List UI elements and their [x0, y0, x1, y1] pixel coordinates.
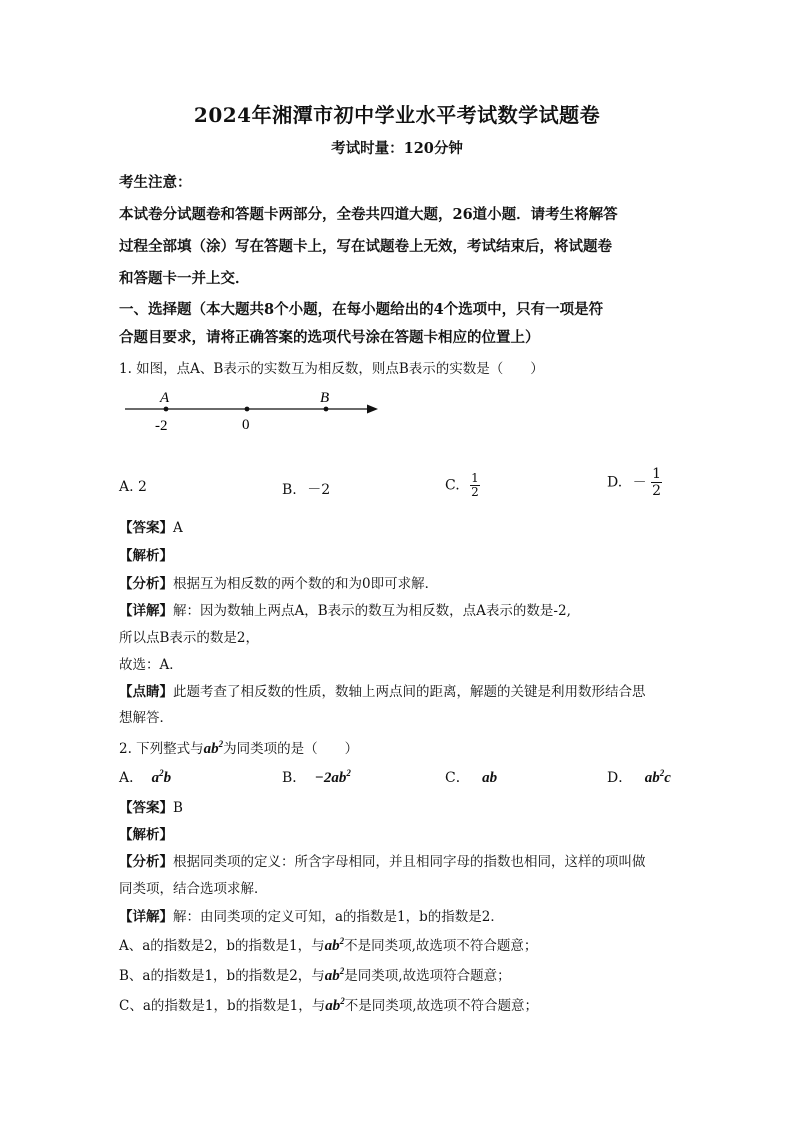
term-base: ab — [325, 998, 341, 1014]
q2-option-b — [282, 767, 351, 787]
q1-option-c — [445, 472, 480, 499]
fenxi-text: 根据同类项的定义：所含字母相同，并且相同字母的指数也相同，这样的项叫做 — [173, 854, 646, 870]
q2-stem-post: 为同类项的是（ ） — [223, 741, 359, 757]
q2-option-d — [607, 767, 671, 787]
term-base: a — [151, 770, 160, 786]
comment-text: 此题考查了相反数的性质，数轴上两点间的距离，解题的关键是利用数形结合思 — [173, 684, 646, 700]
q1-detail-1 — [119, 599, 571, 619]
term-base: ab — [203, 741, 219, 757]
q2-fenxi-2: 同类项，结合选项求解． — [119, 881, 268, 897]
q2-stem — [119, 737, 358, 758]
section1-line-1: 一、选择题（本大题共8个小题，在每小题给出的4个选项中，只有一项是符 — [119, 301, 604, 318]
q2-option-d-term — [645, 770, 671, 786]
notice-heading: 考生注意： — [119, 174, 192, 191]
notice-line-3: 和答题卡一并上交． — [119, 270, 250, 287]
q2-line-c — [119, 994, 538, 1015]
q1-option-a: A. 2 — [119, 479, 147, 495]
detail-tag: 【详解】 — [119, 909, 173, 925]
q2-line-b — [119, 964, 511, 985]
q2-fenxi-1 — [119, 850, 646, 870]
term-rest: c — [664, 770, 671, 786]
term-base: ab — [644, 770, 660, 786]
q2-stem-pre: 2. 下列整式与 — [119, 741, 204, 757]
exam-time: 考试时量：120分钟 — [331, 140, 463, 157]
q1-detail-3: 故选：A． — [119, 657, 183, 673]
q2-option-c-letter: C． — [445, 770, 470, 786]
q2-option-c — [445, 767, 497, 787]
q1-option-d — [607, 466, 662, 499]
point-b-label: B — [320, 390, 330, 406]
q2-option-c-term: ab — [482, 770, 498, 786]
q2-option-b-term — [315, 770, 351, 786]
fenxi-tag: 【分析】 — [119, 854, 173, 870]
fraction-numerator: 1 — [471, 471, 479, 485]
answer-value: B — [173, 800, 183, 816]
tick-label-origin: 0 — [242, 417, 250, 433]
q1-answer — [119, 516, 183, 536]
q1-option-b-value: －2 — [307, 482, 331, 498]
q1-stem: 1. 如图，点A、B表示的实数互为相反数，则点B表示的实数是（ ） — [119, 361, 544, 377]
term-exponent: 2 — [159, 768, 164, 778]
q1-option-b-letter: B. — [282, 482, 297, 498]
detail-tag: 【详解】 — [119, 603, 173, 619]
q1-option-b — [282, 479, 330, 499]
term-exponent: 2 — [340, 996, 345, 1006]
fenxi-text: 根据互为相反数的两个数的和为0即可求解． — [173, 576, 439, 592]
term — [325, 998, 345, 1014]
q2-stem-term — [204, 741, 224, 757]
page-title: 2024年湘潭市初中学业水平考试数学试题卷 — [193, 103, 601, 127]
q2-analysis-tag: 【解析】 — [119, 827, 173, 843]
term-exponent: 2 — [339, 966, 345, 976]
q1-option-d-letter: D. — [607, 474, 623, 491]
term — [325, 968, 345, 984]
answer-value: A — [173, 520, 183, 536]
q2-option-d-letter: D． — [607, 770, 633, 786]
line-post: 不是同类项,故选项不符合题意； — [344, 938, 538, 954]
answer-tag: 【答案】 — [119, 520, 173, 536]
q2-option-a — [119, 767, 171, 787]
detail-text: 解：由同类项的定义可知，a的指数是1，b的指数是2． — [173, 909, 504, 925]
point-a-label: A — [160, 390, 170, 406]
section1-line-2: 合题目要求，请将正确答案的选项代号涂在答题卡相应的位置上） — [119, 329, 540, 346]
q1-option-c-fraction — [470, 472, 480, 499]
line-pre: A、a的指数是2，b的指数是1，与 — [119, 938, 325, 954]
origin-dot — [245, 407, 250, 412]
q1-comment-2: 想解答． — [119, 710, 173, 726]
q1-analysis-tag: 【解析】 — [119, 548, 173, 564]
tick-label-a: -2 — [155, 418, 168, 434]
term-exponent: 2 — [218, 739, 224, 749]
line-post: 不是同类项,故选项不符合题意； — [344, 998, 538, 1014]
q1-option-d-sign: － — [632, 474, 647, 491]
point-b-dot — [324, 407, 329, 412]
fraction-denominator: 2 — [652, 483, 662, 499]
fraction-numerator: 1 — [652, 466, 662, 482]
q2-option-a-term — [152, 770, 172, 786]
q2-option-b-letter: B． — [282, 770, 307, 786]
q1-detail-2: 所以点B表示的数是2， — [119, 630, 260, 646]
q1-option-c-letter: C. — [445, 477, 460, 494]
term-exponent: 2 — [339, 936, 345, 946]
q2-option-a-letter: A． — [119, 770, 144, 786]
term-exponent: 2 — [659, 768, 665, 778]
fenxi-tag: 【分析】 — [119, 576, 173, 592]
q2-line-a — [119, 934, 537, 955]
notice-line-2: 过程全部填（涂）写在答题卡上，写在试题卷上无效，考试结束后，将试题卷 — [119, 238, 612, 255]
detail-text: 解：因为数轴上两点A，B表示的数互为相反数，点A表示的数是-2, — [173, 603, 571, 619]
term-base: ab — [324, 938, 340, 954]
term-base: −2ab — [314, 770, 347, 786]
answer-tag: 【答案】 — [119, 800, 173, 816]
comment-tag: 【点睛】 — [119, 684, 173, 700]
q2-answer — [119, 796, 183, 816]
line-post: 是同类项,故选项符合题意； — [344, 968, 511, 984]
term-base: ab — [324, 968, 340, 984]
line-pre: B、a的指数是1，b的指数是2，与 — [119, 968, 325, 984]
term-exponent: 2 — [346, 768, 351, 778]
fraction-denominator: 2 — [471, 485, 479, 499]
q1-option-d-fraction — [651, 466, 662, 499]
term — [325, 938, 345, 954]
point-a-dot — [164, 407, 169, 412]
q1-comment-1 — [119, 680, 646, 700]
term-rest: b — [163, 770, 172, 786]
line-pre: C、a的指数是1，b的指数是1，与 — [119, 998, 326, 1014]
q2-detail-1 — [119, 905, 504, 925]
notice-line-1: 本试卷分试题卷和答题卡两部分，全卷共四道大题，26道小题．请考生将解答 — [119, 206, 618, 223]
arrow-icon — [367, 405, 378, 414]
q1-fenxi — [119, 572, 438, 592]
number-line-figure — [120, 385, 390, 435]
